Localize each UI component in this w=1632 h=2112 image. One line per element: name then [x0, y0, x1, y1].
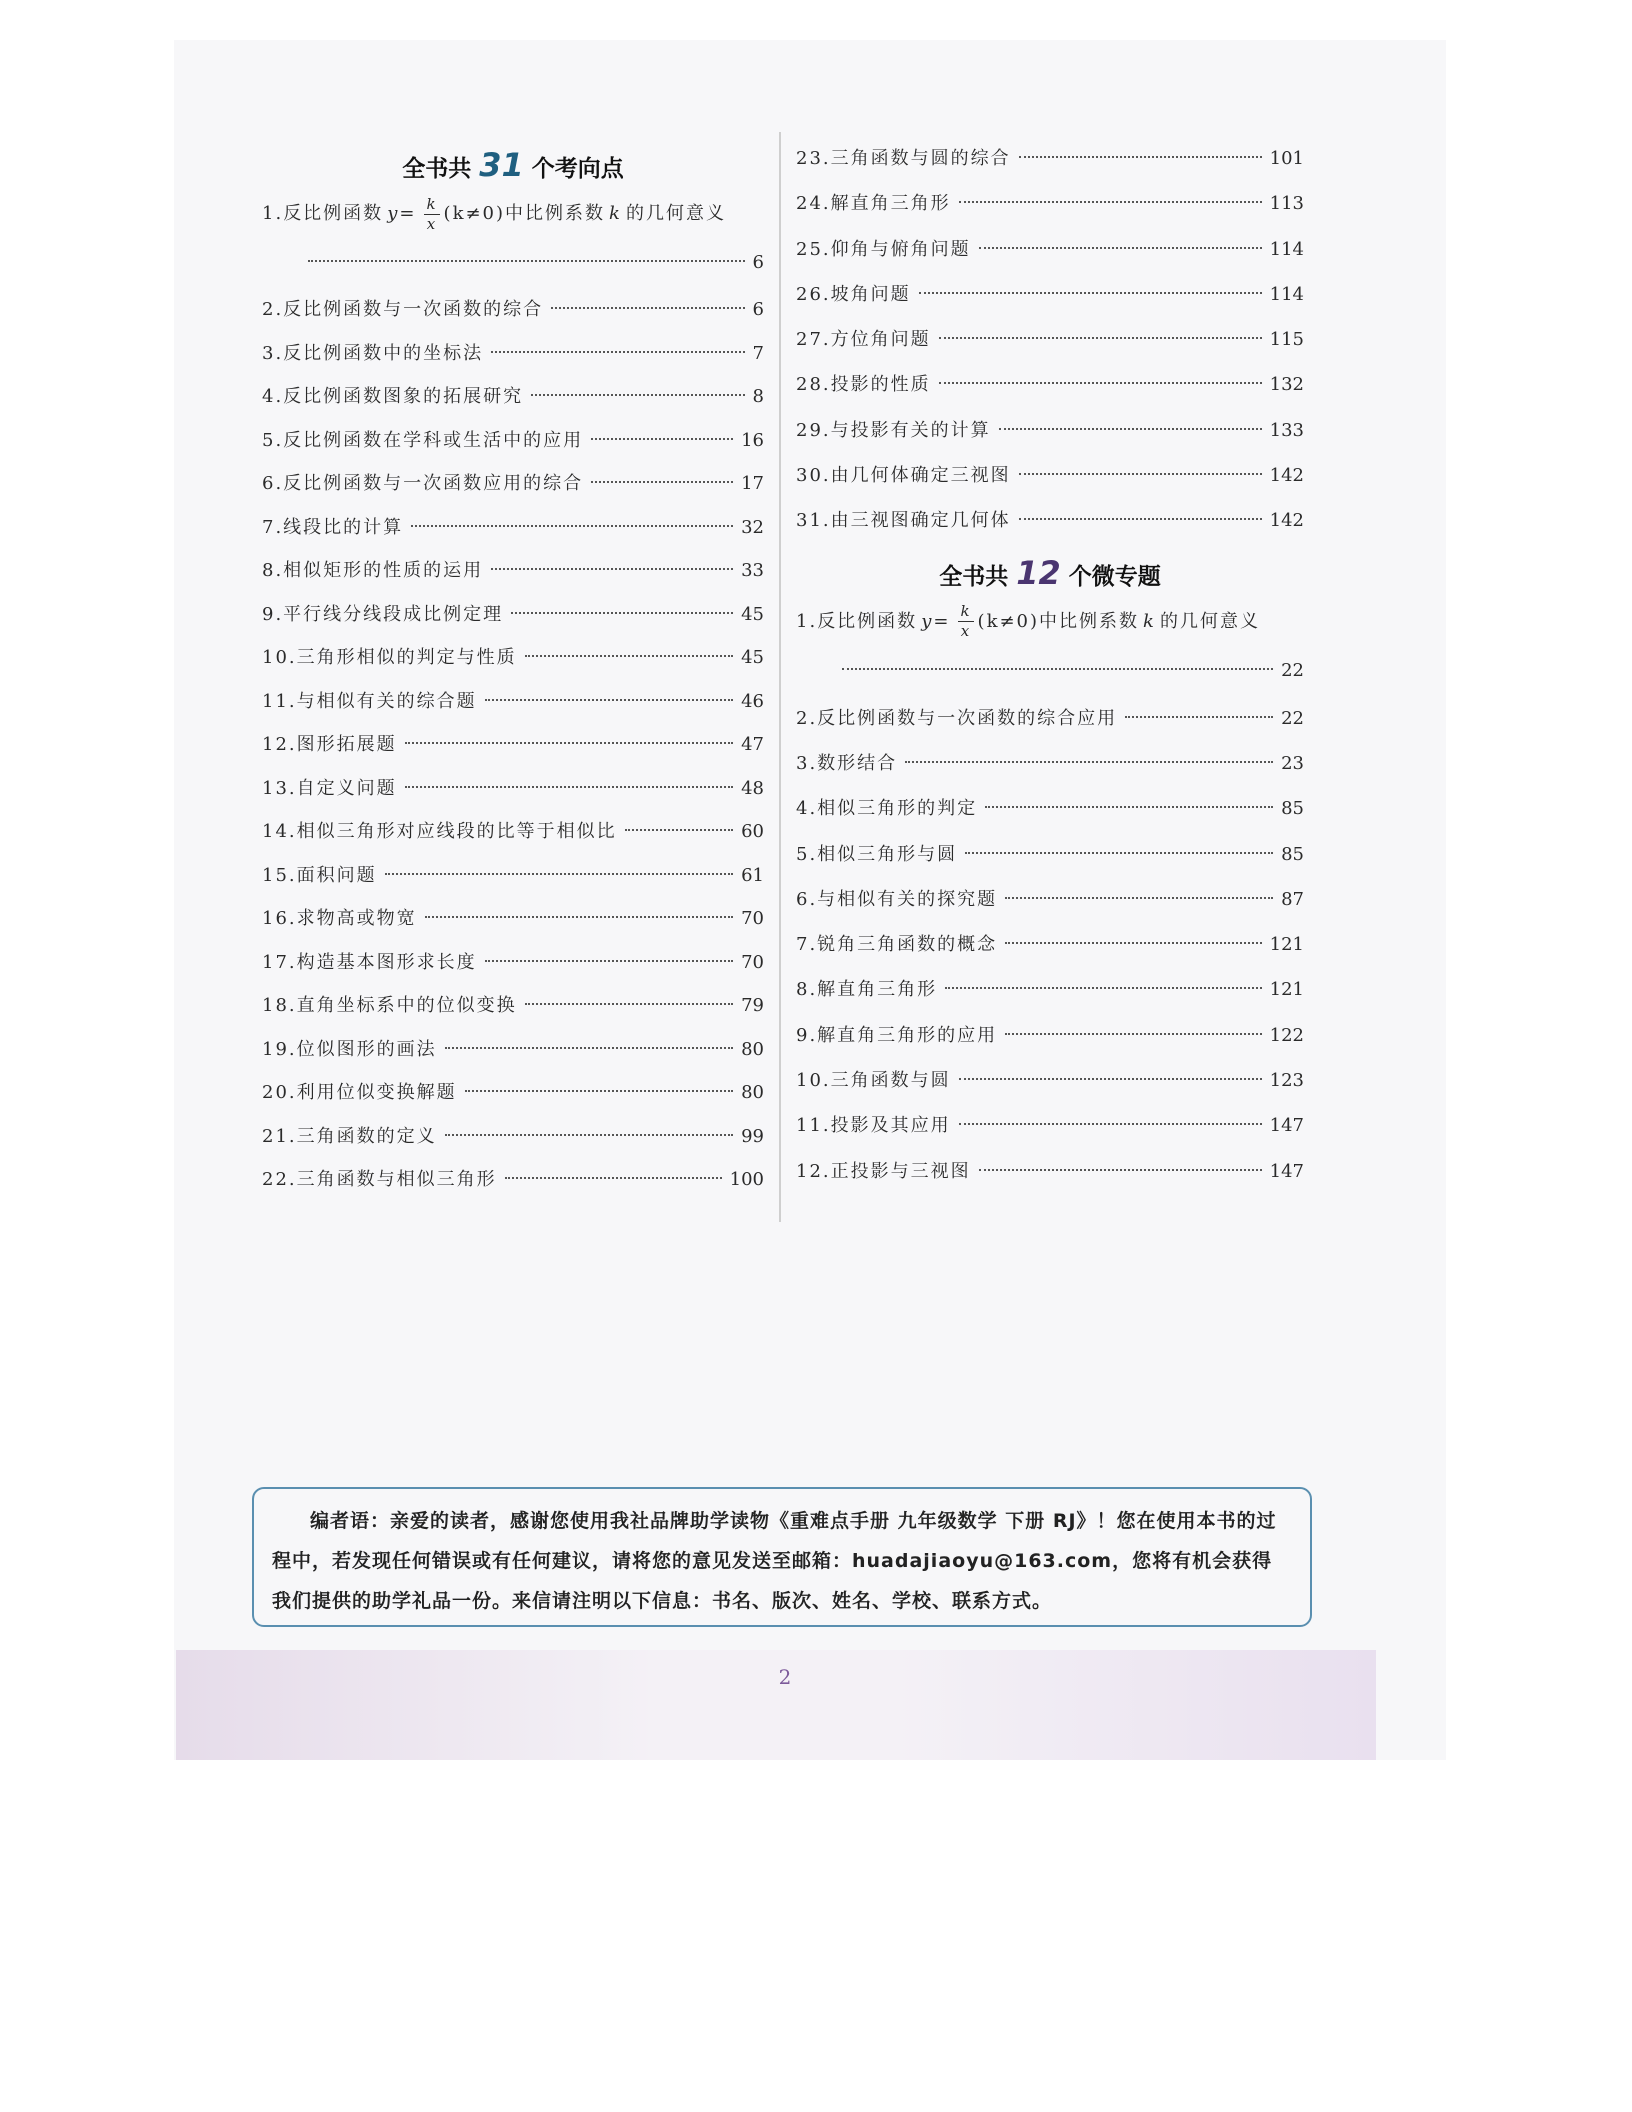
- dot-leader: [1005, 896, 1273, 899]
- formula-condition: (k≠0): [977, 610, 1040, 632]
- fraction-denominator: x: [426, 214, 438, 233]
- toc-entry-label: 18.直角坐标系中的位似变换: [262, 995, 517, 1016]
- toc-entry-label: [796, 598, 1260, 646]
- left-column: [262, 140, 764, 1202]
- toc-entry-label: 9.解直角三角形的应用: [796, 1024, 998, 1046]
- page-ref: 132: [1269, 374, 1304, 396]
- topic-entry: [796, 1058, 1304, 1103]
- toc-entry-label: 19.位似图形的画法: [262, 1038, 437, 1060]
- toc-entry-label: 16.求物高或物宽: [262, 908, 417, 929]
- topic-entry: [796, 741, 1304, 786]
- page-ref: 33: [741, 560, 764, 581]
- right-toc-entry: [796, 181, 1304, 226]
- fraction-k-over-x: [958, 604, 973, 639]
- toc-entry-label: 26.坡角问题: [796, 283, 911, 305]
- dot-leader: [939, 381, 1262, 384]
- dot-leader: [411, 524, 733, 527]
- page-ref: 7: [752, 342, 764, 364]
- formula-k: k: [1143, 610, 1156, 632]
- toc-entry-label: 21.三角函数的定义: [262, 1125, 437, 1147]
- page-ref: 8: [752, 386, 764, 407]
- right-topic-list: [796, 598, 1304, 1194]
- page-ref: 79: [741, 995, 764, 1016]
- left-toc-entry: [262, 332, 764, 376]
- left-heading-prefix: 全书共: [402, 156, 472, 182]
- dot-leader: [591, 480, 733, 483]
- page-ref: 70: [741, 908, 764, 929]
- formula-middle: 中比例系数: [1039, 610, 1140, 632]
- toc-entry-label: 2.反比例函数与一次函数的综合: [262, 299, 544, 320]
- fraction-numerator: k: [960, 602, 972, 621]
- dot-leader: [919, 291, 1262, 294]
- page-ref: 6: [752, 252, 764, 273]
- page-ref: 122: [1269, 1024, 1304, 1046]
- toc-entry-label: 20.利用位似变换解题: [262, 1082, 457, 1103]
- fraction-k-over-x: [424, 194, 439, 233]
- toc-entry-label: 11.与相似有关的综合题: [262, 690, 477, 712]
- topic-entry: [796, 877, 1304, 922]
- dot-leader: [485, 698, 733, 701]
- page-ref: 32: [741, 516, 764, 538]
- page-ref: 80: [741, 1082, 764, 1103]
- left-toc-entry: [262, 941, 764, 985]
- toc-entry-label: 24.解直角三角形: [796, 193, 951, 215]
- dot-leader: [1005, 1032, 1261, 1035]
- page-ref: 47: [741, 734, 764, 755]
- formula-y-equals: y=: [387, 203, 417, 224]
- topic-entry: [796, 786, 1304, 831]
- dot-leader: [985, 805, 1273, 808]
- toc-entry-label: 6.反比例函数与一次函数应用的综合: [262, 473, 584, 494]
- dot-leader: [551, 306, 744, 309]
- toc-entry-label: 2.反比例函数与一次函数的综合应用: [796, 707, 1118, 729]
- fraction-denominator: x: [960, 622, 972, 641]
- right-heading-prefix: 全书共: [939, 563, 1009, 590]
- toc-entry-label: 3.数形结合: [796, 752, 898, 774]
- page-ref: 114: [1269, 283, 1304, 305]
- formula-prefix: 反比例函数: [283, 203, 384, 224]
- page-ref: 113: [1269, 193, 1304, 215]
- page-number: 2: [778, 1665, 792, 1689]
- page-ref: 45: [741, 603, 764, 625]
- dot-leader: [979, 246, 1262, 249]
- formula-middle: 中比例系数: [505, 203, 606, 224]
- formula-prefix: 反比例函数: [817, 610, 918, 632]
- dot-leader: [405, 785, 733, 788]
- fraction-numerator: k: [426, 194, 438, 213]
- dot-leader: [445, 1133, 733, 1136]
- right-toc-entry: [796, 453, 1304, 498]
- right-toc-entry: [796, 408, 1304, 453]
- entry-number: 1.: [796, 610, 818, 632]
- dot-leader: [959, 200, 1262, 203]
- toc-entry-label: 12.图形拓展题: [262, 734, 397, 755]
- right-toc-entry: [796, 136, 1304, 181]
- topic-entry: [796, 832, 1304, 877]
- dot-leader: [465, 1089, 733, 1092]
- dot-leader: [979, 1168, 1262, 1171]
- left-toc-entry: [262, 462, 764, 506]
- page-ref: 142: [1269, 465, 1304, 487]
- page-ref: 22: [1281, 659, 1304, 681]
- left-toc-entry: [262, 897, 764, 941]
- page-ref: 115: [1269, 329, 1304, 351]
- dot-leader: [425, 915, 733, 918]
- formula-tail: 的几何意义: [625, 203, 726, 224]
- dot-leader: [531, 393, 744, 396]
- editor-note-text: 编者语：亲爱的读者，感谢您使用我社品牌助学读物《重难点手册 九年级数学 下册 RJ》！您在使用本书的过程中，若发现任何错误或有任何建议，请将您的意见发送至邮箱：huadajiaoyu@163.com，您将有机会获得我们提供的助学礼品一份。来信请注明以下信息：书名、版次、姓名、学校、联系方式。: [272, 1510, 1277, 1612]
- topic-entry-formula-page: [796, 646, 1304, 696]
- dot-leader: [842, 667, 1273, 670]
- toc-entry-label: 27.方位角问题: [796, 329, 931, 351]
- toc-entry-label: 13.自定义问题: [262, 777, 397, 799]
- dot-leader: [1019, 517, 1262, 520]
- dot-leader: [385, 872, 733, 875]
- dot-leader: [1005, 941, 1261, 944]
- formula-tail: 的几何意义: [1159, 610, 1260, 632]
- page-ref: 99: [741, 1125, 764, 1147]
- left-toc-entry: [262, 767, 764, 811]
- dot-leader: [491, 567, 733, 570]
- page-ref: 60: [741, 821, 764, 842]
- left-heading-count: 31: [479, 146, 524, 184]
- dot-leader: [525, 654, 733, 657]
- page-ref: 17: [741, 473, 764, 494]
- left-toc-entry-formula: [262, 190, 764, 238]
- page-ref: 6: [752, 299, 764, 320]
- page-ref: 147: [1269, 1115, 1304, 1137]
- dot-leader: [959, 1122, 1262, 1125]
- left-toc-entry: [262, 1158, 764, 1202]
- page-ref: 101: [1269, 148, 1304, 169]
- topic-entry: [796, 696, 1304, 741]
- topic-entry-formula: [796, 598, 1304, 646]
- dot-leader: [491, 350, 744, 353]
- left-heading-suffix: 个考向点: [531, 156, 624, 182]
- formula-condition: (k≠0): [443, 203, 506, 224]
- topic-entry: [796, 1103, 1304, 1148]
- left-toc-entry: [262, 854, 764, 898]
- topic-entry: [796, 967, 1304, 1012]
- toc-entry-label: 31.由三视图确定几何体: [796, 510, 1011, 532]
- page-ref: 70: [741, 951, 764, 973]
- left-toc-entry: [262, 593, 764, 637]
- dot-leader: [939, 336, 1262, 339]
- toc-entry-label: 23.三角函数与圆的综合: [796, 148, 1011, 169]
- page-ref: 121: [1269, 979, 1304, 1001]
- left-toc-list: [262, 190, 764, 1202]
- right-toc-list-continued: [796, 136, 1304, 544]
- toc-entry-label: 10.三角形相似的判定与性质: [262, 647, 517, 668]
- page-ref: 45: [741, 647, 764, 668]
- page-ref: 133: [1269, 419, 1304, 441]
- toc-entry-label: 15.面积问题: [262, 864, 377, 886]
- dot-leader: [959, 1077, 1262, 1080]
- right-heading-count: 12: [1016, 553, 1061, 592]
- dot-leader: [505, 1176, 722, 1179]
- topic-entry: [796, 1149, 1304, 1194]
- left-toc-entry: [262, 506, 764, 550]
- page-ref: 48: [741, 777, 764, 799]
- left-toc-entry: [262, 288, 764, 332]
- left-toc-entry: [262, 549, 764, 593]
- left-toc-entry: [262, 1028, 764, 1072]
- toc-entry-label: 22.三角函数与相似三角形: [262, 1169, 497, 1190]
- toc-entry-label: 6.与相似有关的探究题: [796, 888, 998, 910]
- page-ref: 123: [1269, 1070, 1304, 1092]
- right-column: [796, 136, 1304, 1194]
- page-ref: 114: [1269, 238, 1304, 260]
- dot-leader: [511, 611, 733, 614]
- toc-entry-label: [262, 190, 726, 238]
- toc-entry-label: 14.相似三角形对应线段的比等于相似比: [262, 821, 617, 842]
- right-toc-entry: [796, 362, 1304, 407]
- dot-leader: [405, 741, 733, 744]
- toc-entry-label: 17.构造基本图形求长度: [262, 951, 477, 973]
- topic-entry: [796, 922, 1304, 967]
- editor-note-box: [252, 1487, 1312, 1627]
- left-toc-entry: [262, 723, 764, 767]
- toc-entry-label: 5.相似三角形与圆: [796, 843, 958, 865]
- left-toc-entry: [262, 984, 764, 1028]
- toc-entry-label: 7.锐角三角函数的概念: [796, 934, 998, 956]
- toc-entry-label: 25.仰角与俯角问题: [796, 238, 971, 260]
- page-ref: 121: [1269, 934, 1304, 956]
- left-toc-entry-formula-page: [262, 238, 764, 288]
- page-ref: 100: [729, 1169, 764, 1190]
- left-toc-entry: [262, 375, 764, 419]
- page-ref: 22: [1281, 707, 1304, 729]
- toc-entry-label: 7.线段比的计算: [262, 516, 404, 538]
- toc-entry-label: 5.反比例函数在学科或生活中的应用: [262, 429, 584, 451]
- dot-leader: [308, 259, 745, 262]
- dot-leader: [525, 1002, 733, 1005]
- toc-entry-label: 10.三角函数与圆: [796, 1070, 951, 1092]
- dot-leader: [905, 760, 1273, 763]
- toc-entry-label: 3.反比例函数中的坐标法: [262, 342, 484, 364]
- left-toc-entry: [262, 810, 764, 854]
- dot-leader: [1125, 715, 1273, 718]
- left-toc-entry: [262, 680, 764, 724]
- dot-leader: [965, 851, 1273, 854]
- dot-leader: [625, 828, 733, 831]
- left-toc-entry: [262, 419, 764, 463]
- right-section-heading: [796, 548, 1304, 598]
- dot-leader: [945, 986, 1261, 989]
- dot-leader: [591, 437, 733, 440]
- toc-entry-label: 9.平行线分线段成比例定理: [262, 603, 504, 625]
- toc-entry-label: 8.相似矩形的性质的运用: [262, 560, 484, 581]
- formula-y-equals: y=: [921, 610, 951, 632]
- left-toc-entry: [262, 1071, 764, 1115]
- page-ref: 23: [1281, 752, 1304, 774]
- toc-entry-label: 30.由几何体确定三视图: [796, 465, 1011, 487]
- column-divider: [779, 132, 781, 1222]
- toc-entry-label: 28.投影的性质: [796, 374, 931, 396]
- right-toc-entry: [796, 227, 1304, 272]
- left-section-heading: [262, 140, 764, 190]
- formula-k: k: [609, 203, 622, 224]
- left-toc-entry: [262, 1115, 764, 1159]
- right-toc-entry: [796, 498, 1304, 543]
- left-toc-entry: [262, 636, 764, 680]
- toc-entry-label: 8.解直角三角形: [796, 979, 938, 1001]
- page-ref: 85: [1281, 843, 1304, 865]
- page-ref: 80: [741, 1038, 764, 1060]
- topic-entry: [796, 1013, 1304, 1058]
- toc-entry-label: 4.相似三角形的判定: [796, 798, 978, 820]
- toc-entry-label: 12.正投影与三视图: [796, 1160, 971, 1182]
- toc-entry-label: 29.与投影有关的计算: [796, 419, 991, 441]
- dot-leader: [999, 427, 1262, 430]
- right-toc-entry: [796, 317, 1304, 362]
- toc-entry-label: 4.反比例函数图象的拓展研究: [262, 386, 524, 407]
- dot-leader: [485, 959, 733, 962]
- page-ref: 147: [1269, 1160, 1304, 1182]
- page-ref: 61: [741, 864, 764, 886]
- page-ref: 46: [741, 690, 764, 712]
- entry-number: 1.: [262, 203, 284, 224]
- dot-leader: [445, 1046, 733, 1049]
- page-ref: 85: [1281, 798, 1304, 820]
- right-toc-entry: [796, 272, 1304, 317]
- page-ref: 87: [1281, 888, 1304, 910]
- page-ref: 16: [741, 429, 764, 451]
- dot-leader: [1019, 155, 1262, 158]
- dot-leader: [1019, 472, 1262, 475]
- page-ref: 142: [1269, 510, 1304, 532]
- right-heading-suffix: 个微专题: [1068, 563, 1161, 590]
- toc-entry-label: 11.投影及其应用: [796, 1115, 951, 1137]
